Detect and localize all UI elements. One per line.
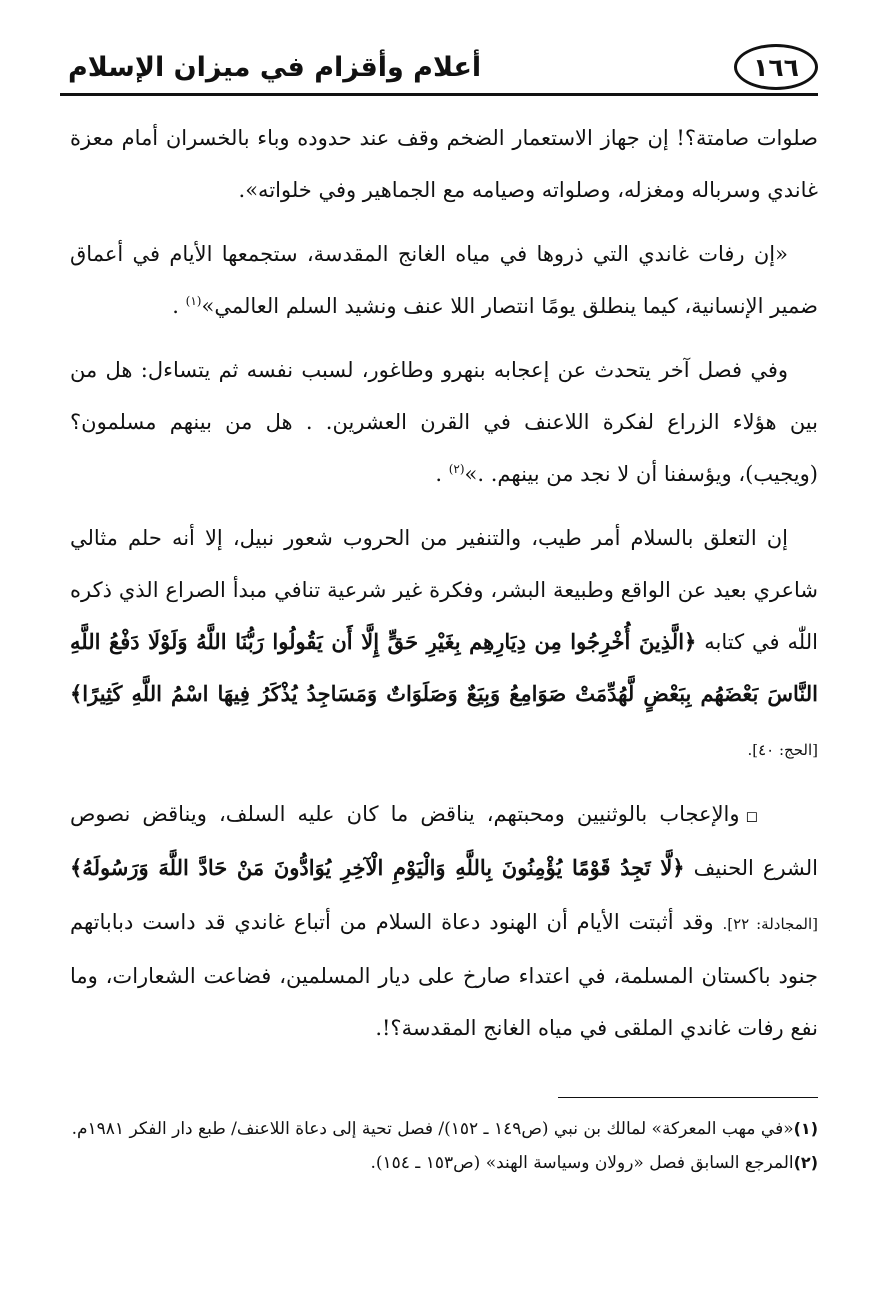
footnotes	[70, 1112, 818, 1180]
footnote-2-number: (٢)	[793, 1153, 818, 1172]
book-title: أعلام وأقزام في ميزان الإسلام	[68, 52, 482, 83]
footnote-rule	[558, 1097, 818, 1098]
verse-reference-hajj: [الحج: ٤٠].	[747, 741, 818, 759]
verse-reference-mujadila: [المجادلة: ٢٢].	[722, 915, 818, 933]
paragraph-1-text: صلوات صامتة؟! إن جهاز الاستعمار الضخم وقف عند حدوده وباء بالخسران أمام معزة غاندي وسرباله ومغزله، وصلواته وصيامه مع الجماهير وفي خلواته».	[70, 126, 818, 202]
paragraph-4-text: إن التعلق بالسلام أمر طيب، والتنفير من الحروب شعور نبيل، إلا أنه حلم مثالي شاعري بعيد عن الواقع وطبيعة البشر، وفكرة غير شرعية تنافي مبدأ الصراع الذي ذكره اللّٰه في كتابه	[70, 526, 818, 654]
paragraph-2-end: .	[172, 294, 186, 318]
footnote-1	[70, 1112, 818, 1146]
quran-verse-hajj: ﴿الَّذِينَ أُخْرِجُوا مِن دِيَارِهِم بِغَيْرِ حَقٍّ إِلَّا أَن يَقُولُوا رَبُّنَا اللَّهُ وَلَوْلَا دَفْعُ اللَّهِ النَّاسَ بَعْضَهُم بِبَعْضٍ لَّهُدِّمَتْ صَوَامِعُ وَبِيَعٌ وَصَلَوَاتٌ وَمَسَاجِدُ يُذْكَرُ فِيهَا اسْمُ اللَّهِ كَثِيرًا﴾	[70, 629, 818, 706]
body-text	[70, 112, 818, 1066]
header-rule	[60, 93, 818, 96]
paragraph-4	[70, 512, 818, 776]
paragraph-2-text: «إن رفات غاندي التي ذروها في مياه الغانج المقدسة، ستجمعها الأيام في أعماق ضمير الإنسانية، كيما ينطلق يومًا انتصار اللا عنف ونشيد السلم العالمي»	[70, 242, 818, 318]
page-number: ١٦٦	[734, 44, 818, 90]
square-bullet-icon: ◻	[745, 807, 758, 825]
paragraph-3-text: وفي فصل آخر يتحدث عن إعجابه بنهرو وطاغور، لسبب نفسه ثم يتساءل: هل من بين هؤلاء الزراع لفكرة اللاعنف في القرن العشرين. . هل من بينهم مسلمون؟ (ويجيب)، ويؤسفنا أن لا نجد من بينهم. .»	[70, 358, 818, 486]
footnote-1-text: «في مهب المعركة» لمالك بن نبي (ص١٤٩ ـ ١٥٢)/ فصل تحية إلى دعاة اللاعنف/ طبع دار الفكر ١٩٨١م.	[71, 1119, 794, 1139]
paragraph-5-rest: وقد أثبتت الأيام أن الهنود دعاة السلام من أتباع غاندي قد داست دباباتهم جنود باكستان المسلمة، في اعتداء صارخ على ديار المسلمين، فضاعت الشعارات، وما نفع رفات غاندي الملقى في مياه الغانج المقدسة؟!.	[70, 910, 818, 1040]
page-header	[60, 38, 818, 94]
footnote-2-text: المرجع السابق فصل «رولان وسياسة الهند» (ص١٥٣ ـ ١٥٤).	[370, 1153, 794, 1173]
quran-verse-mujadila: ﴿لَّا تَجِدُ قَوْمًا يُؤْمِنُونَ بِاللَّهِ وَالْيَوْمِ الْآخِرِ يُوَادُّونَ مَنْ حَادَّ اللَّهَ وَرَسُولَهُ﴾	[70, 855, 685, 880]
footnote-marker-2: (٢)	[448, 462, 465, 476]
paragraph-5	[70, 788, 818, 1054]
footnote-1-number: (١)	[793, 1119, 818, 1138]
paragraph-3-end: .	[435, 462, 449, 486]
footnote-marker-1: (١)	[185, 294, 202, 308]
paragraph-2	[70, 228, 818, 332]
paragraph-3	[70, 344, 818, 500]
paragraph-1	[70, 112, 818, 216]
footnote-2	[70, 1146, 818, 1180]
paragraph-5-text: والإعجاب بالوثنيين ومحبتهم، يناقض ما كان عليه السلف، ويناقض نصوص الشرع الحنيف	[70, 802, 819, 880]
